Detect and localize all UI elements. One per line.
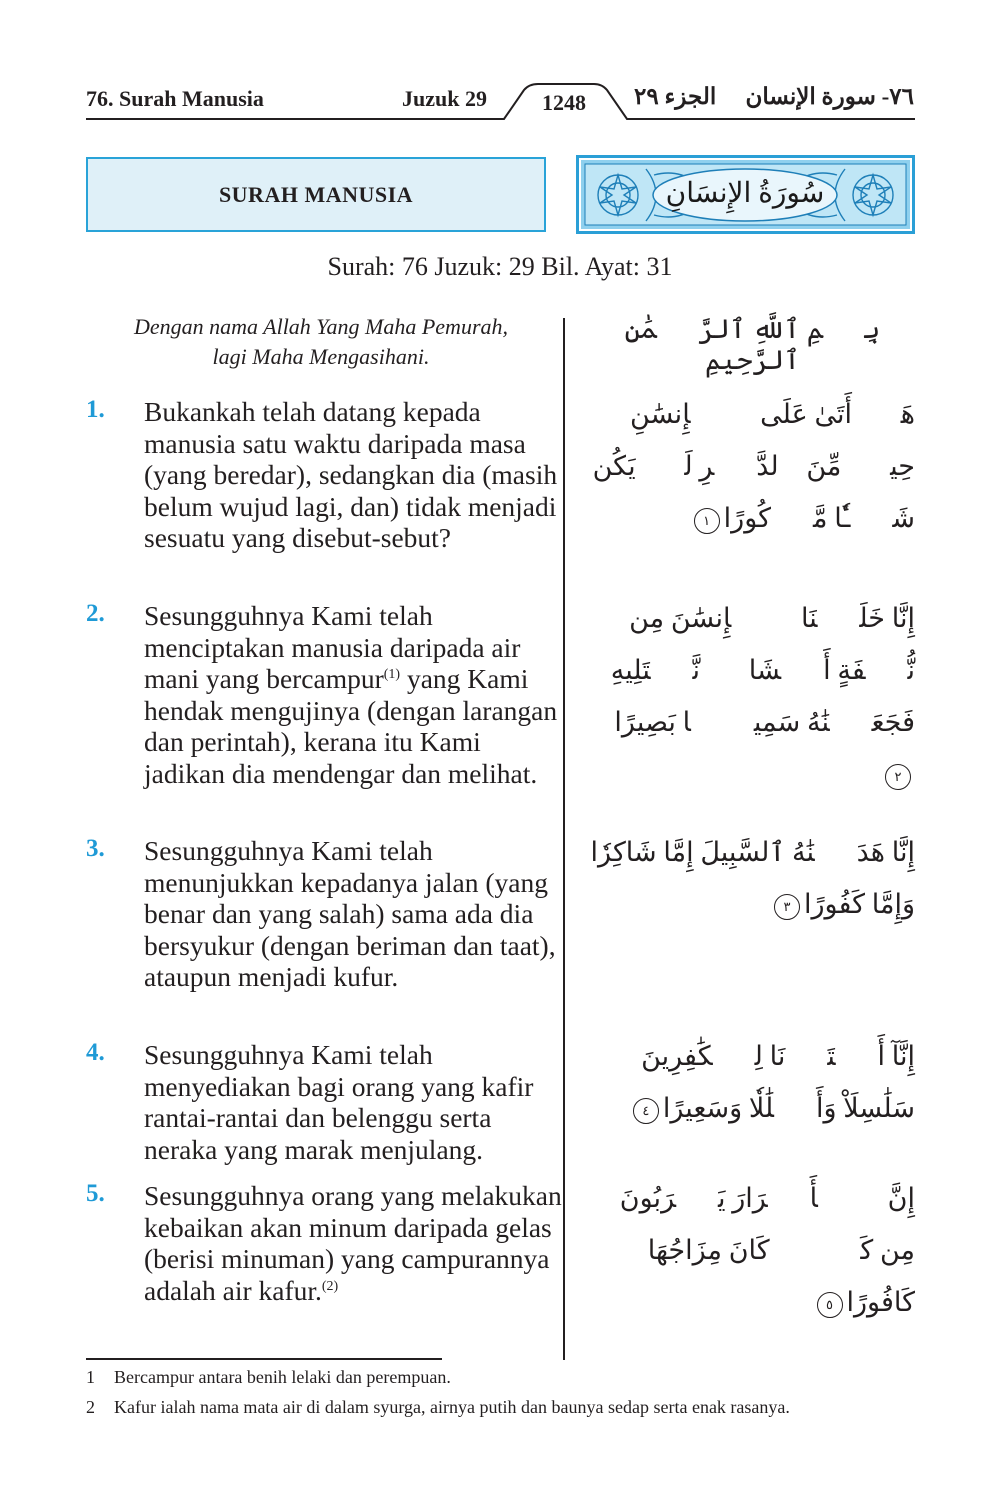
verse-number: 2. (86, 600, 105, 627)
verse-text: Sesungguhnya Kami telah menunjukkan kepadanya jalan (yang benar dan yang salah) sama ada dia bersyukur (dengan beriman dan taat), ataupun menjadi kufur. (144, 835, 556, 992)
verse-4-arabic: إِنَّآ أَعۡتَدۡنَا لِلۡكَٰفِرِينَ سَلَٰسِلَاْ وَأَغۡلَٰلٗا وَسَعِيرًا٤ (590, 1030, 915, 1134)
verse-text: Sesungguhnya Kami telah menyediakan bagi orang yang kafir rantai-rantai dan belenggu serta neraka yang marak menjulang. (144, 1039, 534, 1165)
verse-1-arabic: هَلۡ أَتَىٰ عَلَى ٱلۡإِنسَٰنِ حِينٞ مِّنَ ٱلدَّهۡرِ لَمۡ يَكُن شَيۡـٔٗا مَّذۡكُورًا١ (592, 399, 915, 533)
footnote-ref-1[interactable]: (1) (383, 666, 401, 682)
aya-marker: ١ (694, 508, 720, 534)
verse-2-arabic: إِنَّا خَلَقۡنَا ٱلۡإِنسَٰنَ مِن نُّطۡفَةٍ أَمۡشَاجٖ نَّبۡتَلِيهِ فَجَعَلۡنَٰهُ سَمِيعَۢا بَصِيرًا٢ (590, 592, 915, 800)
verse-number: 1. (86, 396, 105, 423)
header-surah-arabic: ٧٦- سورة الإنسان (745, 84, 914, 109)
footnote-text: Kafur ialah nama mata air di dalam syurga, airnya putih dan baunya sedap serta enak rasanya. (114, 1397, 790, 1417)
footnote-rule (86, 1358, 442, 1360)
surah-title: SURAH MANUSIA (218, 181, 414, 207)
verse-text: Sesungguhnya Kami telah menciptakan manusia daripada air mani yang bercampur$^{(1)}$ yang Kami hendak mengujinya (dengan larangan dan perintah), kerana itu Kami jadikan dia mendengar dan melihat. (144, 600, 558, 789)
footnote-number: 1 (86, 1367, 95, 1387)
page-number: 1248 (542, 90, 586, 115)
footnote-1 (86, 1367, 451, 1388)
bismillah-arabic: بِسۡمِ ٱللَّهِ ٱلرَّحۡمَٰنِ ٱلرَّحِيمِ (624, 314, 881, 375)
header-juz: Juzuk 29 (402, 86, 487, 111)
verse-number: 4. (86, 1039, 105, 1066)
header-juz-arabic: الجزء ٢٩ (634, 84, 717, 109)
verse-3-arabic: إِنَّا هَدَيۡنَٰهُ ٱلسَّبِيلَ إِمَّا شَاكِرٗا وَإِمَّا كَفُورًا٣ (590, 837, 915, 919)
verse-5-arabic: إِنَّ ٱلۡأَبۡرَارَ يَشۡرَبُونَ مِن كَأۡسٖ كَانَ مِزَاجُهَا كَافُورًا٥ (619, 1183, 915, 1317)
surah-title-box (86, 157, 546, 232)
aya-marker: ٥ (817, 1292, 843, 1318)
bismillah-translation: Dengan nama Allah Yang Maha Pemurah, lagi Maha Mengasihani. (134, 314, 508, 369)
header-surah-title: 76. Surah Manusia (86, 86, 264, 111)
verse-number: 5. (86, 1180, 105, 1207)
aya-marker: ٤ (633, 1098, 659, 1124)
footnote-2 (86, 1397, 790, 1418)
surah-info: Surah: 76 Juzuk: 29 Bil. Ayat: 31 (327, 252, 673, 281)
footnote-number: 2 (86, 1397, 95, 1417)
verse-text: Bukankah telah datang kepada manusia satu waktu daripada masa (yang beredar), sedangkan dia (masih belum wujud lagi, dan) tidak menjadi sesuatu yang disebut-sebut? (144, 396, 558, 553)
aya-marker: ٣ (774, 894, 800, 920)
ornament-surah-name-arabic: سُورَةُ الإِنسَانِ (665, 178, 825, 209)
verse-text: Sesungguhnya orang yang melakukan kebaikan akan minum daripada gelas (berisi minuman) yang campurannya adalah air kafur.$^{(2)}$ (144, 1180, 562, 1306)
footnote-text: Bercampur antara benih lelaki dan perempuan. (114, 1367, 451, 1387)
verse-number: 3. (86, 835, 105, 862)
aya-marker: ٢ (885, 764, 911, 790)
footnote-ref-2[interactable]: (2) (321, 1278, 339, 1294)
